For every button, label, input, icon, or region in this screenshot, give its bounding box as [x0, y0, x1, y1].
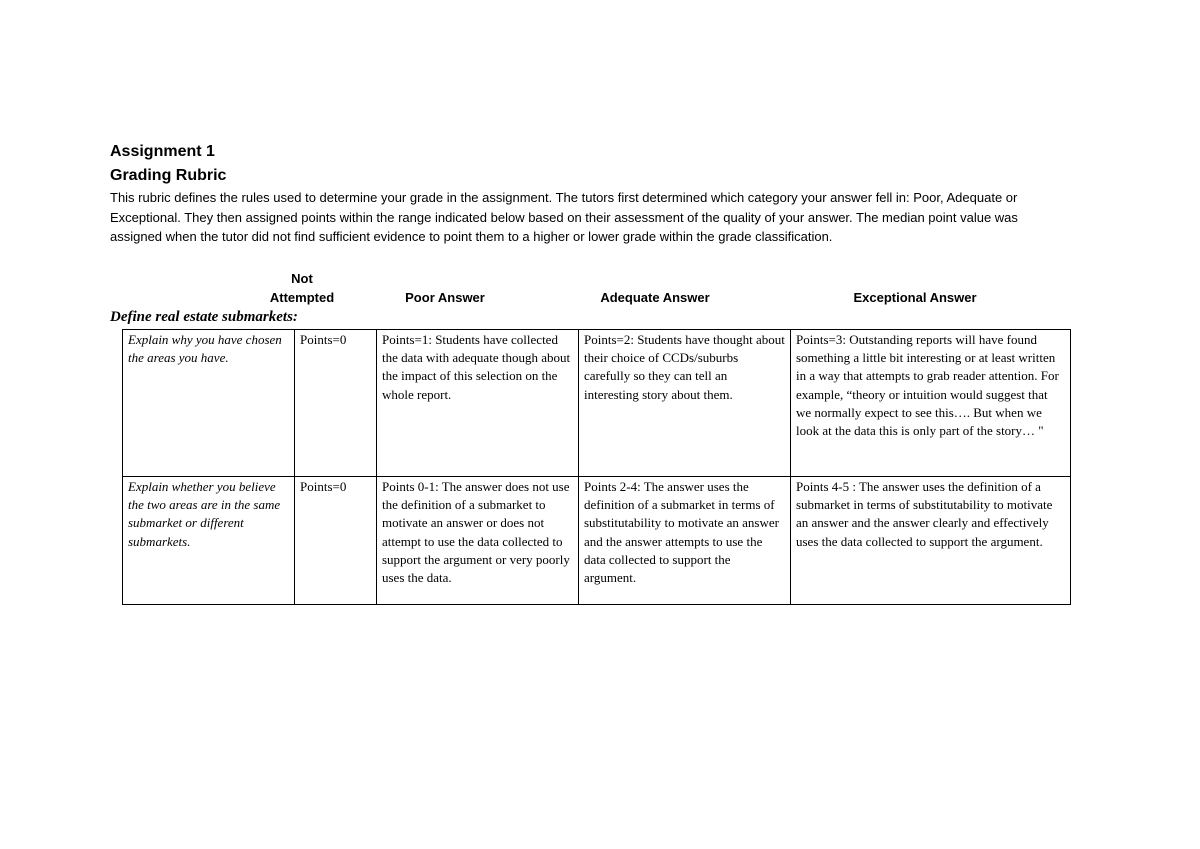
exceptional-cell: Points=3: Outstanding reports will have found something a little bit interesting or at least written in a way that attempts to grab reader attention. For example, “theory or intuition would suggest that we normally expect to see this…. But when we look at the data this is only part of the story… " — [791, 330, 1071, 477]
rubric-heading: Grading Rubric — [110, 167, 227, 184]
adequate-cell: Points 2-4: The answer uses the definition of a submarket in terms of substitutability to motivate an answer and the answer attempts to use the data collected to support the argument. — [579, 477, 791, 605]
column-header-adequate: Adequate Answer — [600, 290, 710, 305]
poor-cell: Points 0-1: The answer does not use the definition of a submarket to motivate an answer or does not attempt to use the data collected to support the argument or very poorly uses the data. — [377, 477, 579, 605]
table-row — [123, 330, 1071, 477]
rubric-table — [122, 329, 1071, 605]
column-header-poor: Poor Answer — [405, 290, 485, 305]
column-header-not-attempted-line1: Not — [291, 271, 313, 286]
assignment-title: Assignment 1 — [110, 143, 215, 160]
section-title: Define real estate submarkets: — [110, 309, 298, 325]
criterion-cell: Explain why you have chosen the areas you have. — [123, 330, 295, 477]
column-header-exceptional: Exceptional Answer — [853, 290, 977, 305]
column-header-not-attempted — [262, 269, 342, 307]
table-row — [123, 477, 1071, 605]
not-attempted-cell: Points=0 — [295, 477, 377, 605]
not-attempted-cell: Points=0 — [295, 330, 377, 477]
poor-cell: Points=1: Students have collected the data with adequate though about the impact of this selection on the whole report. — [377, 330, 579, 477]
criterion-cell: Explain whether you believe the two areas are in the same submarket or different submarkets. — [123, 477, 295, 605]
intro-paragraph: This rubric defines the rules used to determine your grade in the assignment. The tutors first determined which category your answer fell in: Poor, Adequate or Exceptional. They then assigned points within the range indicated below based on their assessment of the quality of your answer. The median point value was assigned when the tutor did not find sufficient evidence to point them to a higher or lower grade within the grade classification. — [110, 190, 1018, 244]
column-header-not-attempted-line2: Attempted — [269, 290, 335, 305]
adequate-cell: Points=2: Students have thought about their choice of CCDs/suburbs carefully so they can tell an interesting story about them. — [579, 330, 791, 477]
exceptional-cell: Points 4-5 : The answer uses the definition of a submarket in terms of substitutability to motivate an answer and the answer clearly and effectively uses the data collected to support the argument. — [791, 477, 1071, 605]
